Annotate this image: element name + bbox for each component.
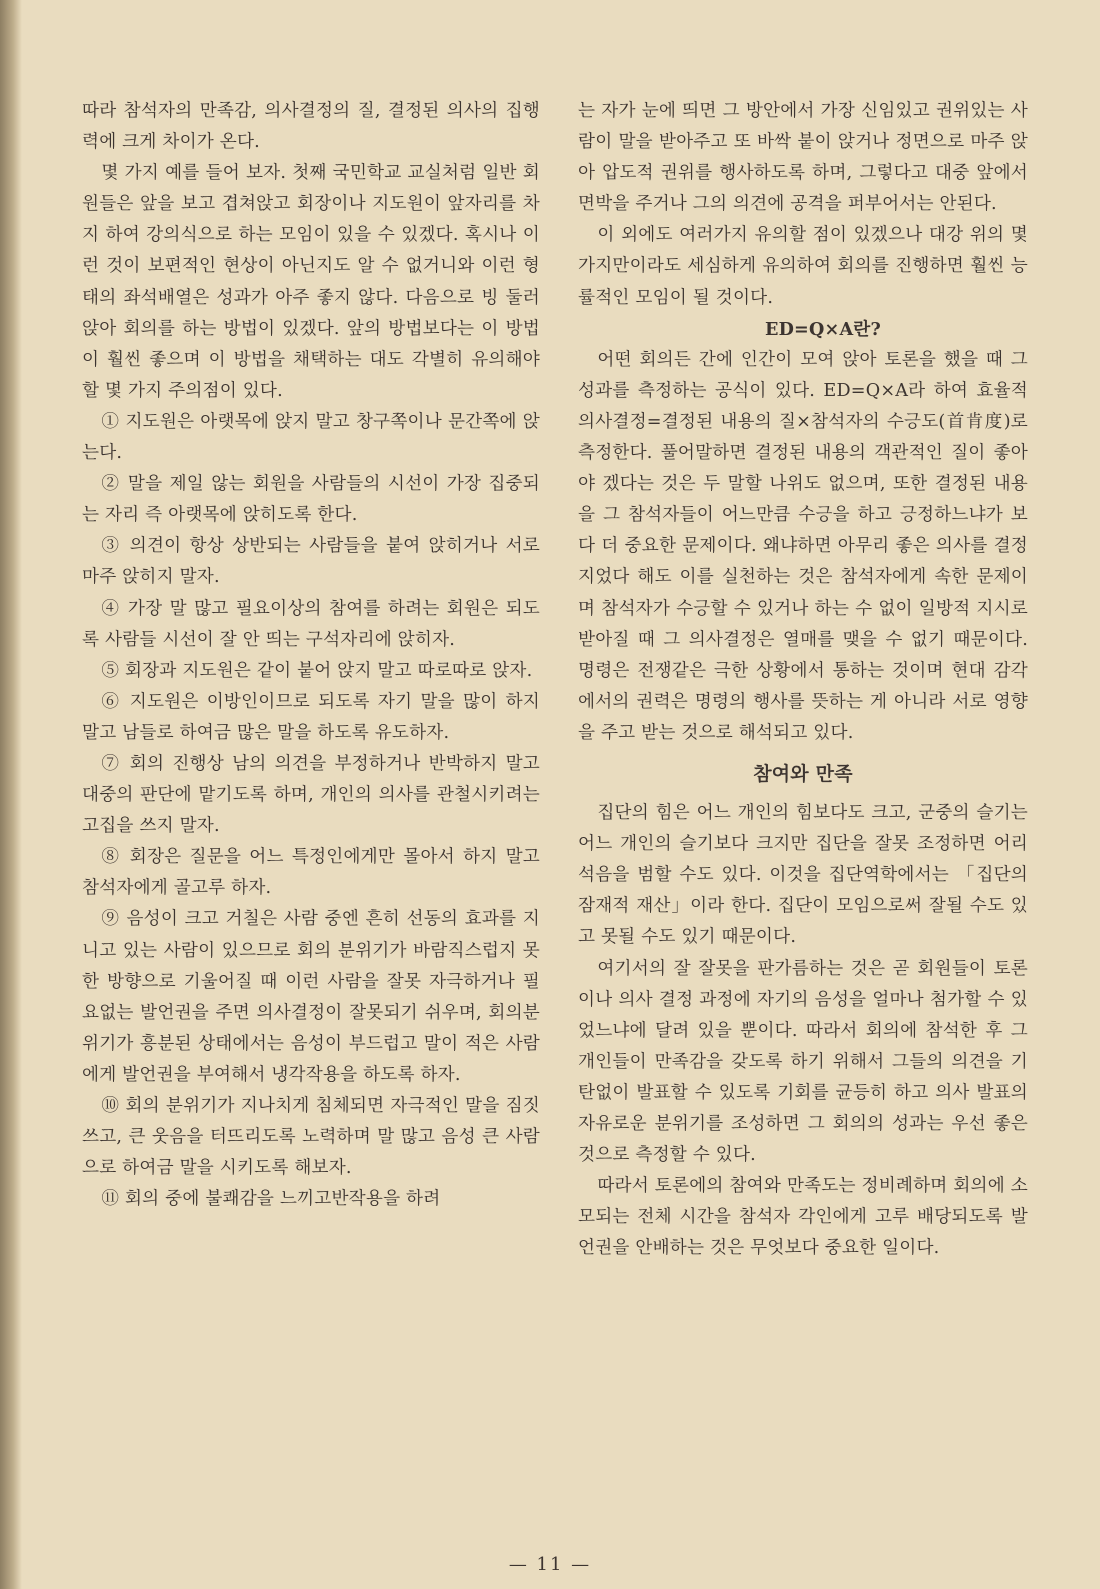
tip-item-8: ⑧ 회장은 질문을 어느 특정인에게만 몰아서 하지 말고 참석자에게 골고루 하자. <box>82 847 540 899</box>
tip-item-4: ④ 가장 말 많고 필요이상의 참여를 하려는 회원은 되도록 사람들 시선이 잘 안 띄는 구석자리에 앉히자. <box>82 598 540 650</box>
tip-item-3: ③ 의견이 항상 상반되는 사람들을 붙여 앉히거나 서로 마주 앉히지 말자. <box>82 536 540 588</box>
left-paragraph-examples: 몇 가지 예를 들어 보자. 첫째 국민학교 교실처럼 일반 회원들은 앞을 보고 겹쳐앉고 회장이나 지도원이 앞자리를 차지 하여 강의식으로 하는 모임이 있을 수 있겠다. 혹시나 이런 것이 보편적인 현상이 아닌지도 알 수 없거니와 이런 형태의 좌석배열은 성과가 아주 좋지 않다. 다음으로 빙 둘러앉아 회의를 하는 방법이 있겠다. 앞의 방법보다는 이 방법이 훨씬 좋으며 이 방법을 채택하는 대도 각별히 유의해야 할 몇 가지 주의점이 있다. <box>82 163 540 401</box>
formula-paragraph: 어떤 회의든 간에 인간이 모여 앉아 토론을 했을 때 그 성과를 측정하는 공식이 있다. ED=Q×A라 하여 효율적 의사결정=결정된 내용의 질×참석자의 수긍도(首肯度)로 측정한다. 풀어말하면 결정된 내용의 객관적인 질이 좋아야 겠다는 것은 두 말할 나위도 없으며, 또한 결정된 내용을 그 참석자들이 어느만큼 수긍을 하고 긍정하느냐가 보다 더 중요한 문제이다. 왜냐하면 아무리 좋은 의사를 결정지었다 해도 이를 실천하는 것은 참석자에게 속한 문제이며 참석자가 수긍할 수 있거나 하는 수 없이 일방적 지시로 받아질 때 그 의사결정은 열매를 맺을 수 없기 때문이다. 명령은 전쟁같은 극한 상황에서 통하는 것이며 현대 감각에서의 권력은 명령의 행사를 뜻하는 게 아니라 서로 영향을 주고 받는 것으로 해석되고 있다. <box>578 349 1028 743</box>
tip-item-11: ⑪ 회의 중에 불쾌감을 느끼고반작용을 하려 <box>101 1189 441 1210</box>
left-paragraph-continued: 따라 참석자의 만족감, 의사결정의 질, 결정된 의사의 집행력에 크게 차이가 온다. <box>82 101 540 153</box>
page-number: — 11 — <box>508 1554 592 1575</box>
right-column <box>578 96 1028 1264</box>
left-column <box>82 96 540 1215</box>
formula-heading: ED=Q×A란? <box>764 318 882 340</box>
tip-item-5: ⑤ 회장과 지도원은 같이 붙어 앉지 말고 따로따로 앉자. <box>101 660 533 681</box>
tip-item-1: ① 지도원은 아랫목에 앉지 말고 창구쪽이나 문간쪽에 앉는다. <box>82 411 540 464</box>
group-power-paragraph: 집단의 힘은 어느 개인의 힘보다도 크고, 군중의 슬기는 어느 개인의 슬기보다 크지만 집단을 잘못 조정하면 어리석음을 범할 수도 있다. 이것을 집단역학에서는 「집단의 잠재적 재산」이라 한다. 집단이 모임으로써 잘될 수도 있고 못될 수도 있기 때문이다. <box>578 803 1028 948</box>
right-paragraph-summary: 이 외에도 여러가지 유의할 점이 있겠으나 대강 위의 몇 가지만이라도 세심하게 유의하여 회의를 진행하면 훨씬 능률적인 모임이 될 것이다. <box>578 225 1028 308</box>
tip-item-10: ⑩ 회의 분위기가 지나치게 침체되면 자극적인 말을 짐짓 쓰고, 큰 웃음을 터뜨리도록 노력하며 말 많고 음성 큰 사람으로 하여금 말을 시키도록 해보자. <box>82 1096 540 1179</box>
tip-item-9: ⑨ 음성이 크고 거칠은 사람 중엔 흔히 선동의 효과를 지니고 있는 사람이 있으므로 회의 분위기가 바람직스럽지 못한 방향으로 기울어질 때 이런 사람을 잘못 자극하거나 필요없는 발언권을 주면 의사결정이 잘못되기 쉬우며, 회의분위기가 흥분된 상태에서는 음성이 부드럽고 말이 적은 사람에게 발언권을 부여해서 냉각작용을 하도록 하자. <box>82 909 540 1085</box>
section-heading: 참여와 만족 <box>753 762 853 785</box>
tip-item-7: ⑦ 회의 진행상 남의 의견을 부정하거나 반박하지 말고 대중의 판단에 맡기도록 하며, 개인의 의사를 관철시키려는 고집을 쓰지 말자. <box>82 753 540 837</box>
right-paragraph-continued: 는 자가 눈에 띄면 그 방안에서 가장 신임있고 권위있는 사람이 말을 받아주고 또 바싹 붙이 앉거나 정면으로 마주 앉아 압도적 권위를 행사하도록 하며, 그렇다고 대중 앞에서 면박을 주거나 그의 의견에 공격을 퍼부어서는 안된다. <box>578 101 1028 215</box>
page-binding-edge <box>0 0 22 1589</box>
participation-paragraph: 여기서의 잘 잘못을 판가름하는 것은 곧 회원들이 토론이나 의사 결정 과정에 자기의 음성을 얼마나 첨가할 수 있었느냐에 달려 있을 뿐이다. 따라서 회의에 참석한 후 그 개인들이 만족감을 갖도록 하기 위해서 그들의 의견을 기탄없이 발표할 수 있도록 기회를 균등히 하고 의사 발표의 자유로운 분위기를 조성하면 그 회의의 성과는 우선 좋은 것으로 측정할 수 있다. <box>578 958 1028 1166</box>
tip-item-6: ⑥ 지도원은 이방인이므로 되도록 자기 말을 많이 하지 말고 남들로 하여금 많은 말을 하도록 유도하자. <box>82 691 540 743</box>
conclusion-paragraph: 따라서 토론에의 참여와 만족도는 정비례하며 회의에 소모되는 전체 시간을 참석자 각인에게 고루 배당되도록 발언권을 안배하는 것은 무엇보다 중요한 일이다. <box>578 1176 1028 1259</box>
tip-item-2: ② 말을 제일 않는 회원을 사람들의 시선이 가장 집중되는 자리 즉 아랫목에 앉히도록 한다. <box>82 474 540 526</box>
